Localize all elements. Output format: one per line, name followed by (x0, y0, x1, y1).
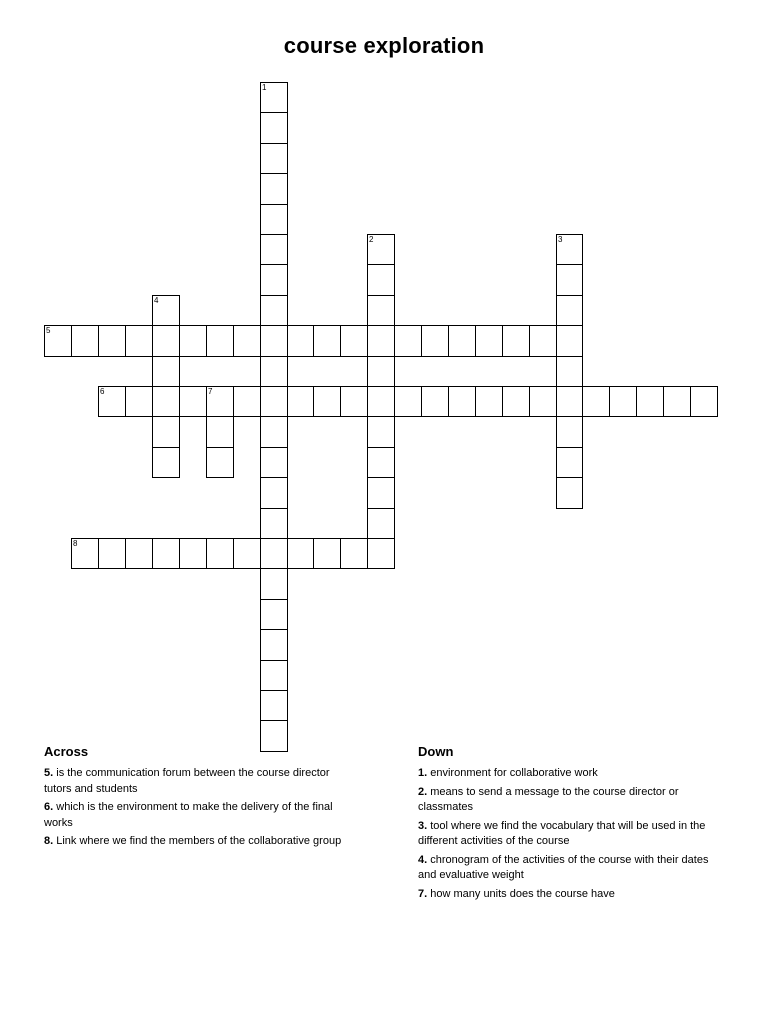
grid-cell[interactable] (260, 204, 288, 235)
grid-cell[interactable] (313, 325, 341, 357)
grid-cell[interactable] (448, 386, 476, 417)
grid-cell[interactable] (448, 325, 476, 357)
grid-cell[interactable] (582, 386, 610, 417)
grid-cell[interactable] (502, 325, 530, 357)
grid-cell[interactable] (260, 173, 288, 205)
grid-cell[interactable] (260, 234, 288, 265)
grid-cell[interactable] (340, 325, 368, 357)
grid-cell[interactable] (260, 538, 288, 569)
grid-cell[interactable] (421, 386, 449, 417)
grid-cell[interactable] (367, 386, 395, 417)
grid-cell[interactable] (98, 325, 126, 357)
grid-cell[interactable] (367, 264, 395, 296)
clue-number: 7 (208, 387, 213, 396)
grid-cell[interactable] (556, 295, 583, 326)
grid-cell[interactable] (367, 447, 395, 478)
puzzle-title: course exploration (283, 33, 485, 58)
grid-cell[interactable] (260, 143, 288, 174)
clue-number: 3 (558, 235, 563, 244)
grid-cell[interactable] (179, 386, 207, 417)
grid-cell[interactable] (233, 538, 261, 569)
grid-cell[interactable] (394, 325, 422, 357)
grid-cell[interactable] (260, 690, 288, 721)
grid-cell[interactable] (260, 112, 288, 144)
grid-cell[interactable] (71, 538, 99, 569)
grid-cell[interactable] (313, 386, 341, 417)
clue-down-7: 7. how many units does the course have (418, 887, 615, 900)
grid-cell[interactable] (152, 386, 180, 417)
grid-cell[interactable] (556, 386, 583, 417)
across-heading: Across (44, 744, 89, 759)
grid-cell[interactable] (125, 386, 153, 417)
grid-cell[interactable] (206, 386, 234, 417)
grid-cell[interactable] (206, 416, 234, 448)
grid-cell[interactable] (529, 386, 557, 417)
grid-cell[interactable] (287, 386, 314, 417)
grid-cell[interactable] (287, 325, 314, 357)
grid-cell[interactable] (340, 386, 368, 417)
across-clues (44, 744, 344, 853)
grid-cell[interactable] (313, 538, 341, 569)
grid-cell[interactable] (260, 599, 288, 630)
clue-number: 6 (100, 387, 105, 396)
clue-number: 8 (73, 539, 78, 548)
down-clues (418, 744, 718, 905)
grid-cell[interactable] (233, 325, 261, 357)
grid-cell[interactable] (394, 386, 422, 417)
grid-cell[interactable] (421, 325, 449, 357)
clue-across-8: 8. Link where we find the members of the collaborative group (44, 835, 342, 847)
clue-number: 4 (154, 296, 159, 305)
grid-cell[interactable] (98, 386, 126, 417)
grid-cell[interactable] (367, 477, 395, 509)
clue-across-6: 6. which is the environment to make the delivery of the final works (44, 801, 333, 829)
grid-cell[interactable] (367, 325, 395, 357)
grid-cell[interactable] (260, 416, 288, 448)
grid-cell[interactable] (287, 538, 314, 569)
down-heading: Down (418, 744, 454, 759)
grid-cell[interactable] (340, 538, 368, 569)
grid-cell[interactable] (556, 264, 583, 296)
grid-cell[interactable] (367, 416, 395, 448)
grid-cell[interactable] (152, 447, 180, 478)
grid-cell[interactable] (260, 477, 288, 509)
grid-cell[interactable] (556, 447, 583, 478)
grid-cell[interactable] (206, 325, 234, 357)
grid-cell[interactable] (152, 538, 180, 569)
clue-across-5: 5. is the communication forum between the course director tutors and students (44, 767, 330, 795)
grid-cell[interactable] (125, 538, 153, 569)
clue-down-1: 1. environment for collaborative work (418, 767, 598, 779)
grid-cell[interactable] (152, 295, 180, 326)
grid-cell[interactable] (260, 295, 288, 326)
grid-cell[interactable] (179, 325, 207, 357)
grid-cell[interactable] (475, 325, 503, 357)
grid-cell[interactable] (502, 386, 530, 417)
grid-cell[interactable] (260, 447, 288, 478)
grid-cell[interactable] (260, 356, 288, 387)
clue-down-4: 4. chronogram of the activities of the course with their dates and evaluative weight (418, 853, 709, 881)
grid-cell[interactable] (529, 325, 557, 357)
grid-cell[interactable] (609, 386, 637, 417)
grid-cell[interactable] (260, 508, 288, 539)
clue-number: 2 (369, 235, 374, 244)
grid-cell[interactable] (690, 386, 718, 417)
grid-cell[interactable] (636, 386, 664, 417)
grid-cell[interactable] (44, 325, 72, 357)
grid-cell[interactable] (98, 538, 126, 569)
grid-cell[interactable] (152, 356, 180, 387)
grid-cell[interactable] (556, 234, 583, 265)
clue-down-3: 3. tool where we find the vocabulary that will be used in the different activities of the course (418, 819, 706, 847)
grid-cell[interactable] (367, 508, 395, 539)
grid-cell[interactable] (475, 386, 503, 417)
grid-cell[interactable] (260, 386, 288, 417)
grid-cell[interactable] (206, 447, 234, 478)
grid-cell[interactable] (556, 416, 583, 448)
clue-number: 1 (262, 83, 267, 92)
grid-cell[interactable] (125, 325, 153, 357)
grid-cell[interactable] (152, 325, 180, 357)
grid-cell[interactable] (260, 264, 288, 296)
grid-cell[interactable] (367, 295, 395, 326)
clue-number: 5 (46, 326, 51, 335)
grid-cell[interactable] (206, 538, 234, 569)
grid-cell[interactable] (260, 325, 288, 357)
grid-cell[interactable] (71, 325, 99, 357)
grid-cell[interactable] (556, 356, 583, 387)
grid-cell[interactable] (260, 82, 288, 113)
grid-cell[interactable] (367, 356, 395, 387)
grid-cell[interactable] (367, 234, 395, 265)
grid-cell[interactable] (260, 568, 288, 600)
grid-cell[interactable] (260, 660, 288, 691)
grid-cell[interactable] (367, 538, 395, 569)
grid-cell[interactable] (663, 386, 691, 417)
grid-cell[interactable] (179, 538, 207, 569)
grid-cell[interactable] (152, 416, 180, 448)
grid-cell[interactable] (556, 325, 583, 357)
grid-cell[interactable] (260, 629, 288, 661)
grid-cell[interactable] (233, 386, 261, 417)
clue-down-2: 2. means to send a message to the course director or classmates (418, 785, 679, 813)
grid-cell[interactable] (556, 477, 583, 509)
